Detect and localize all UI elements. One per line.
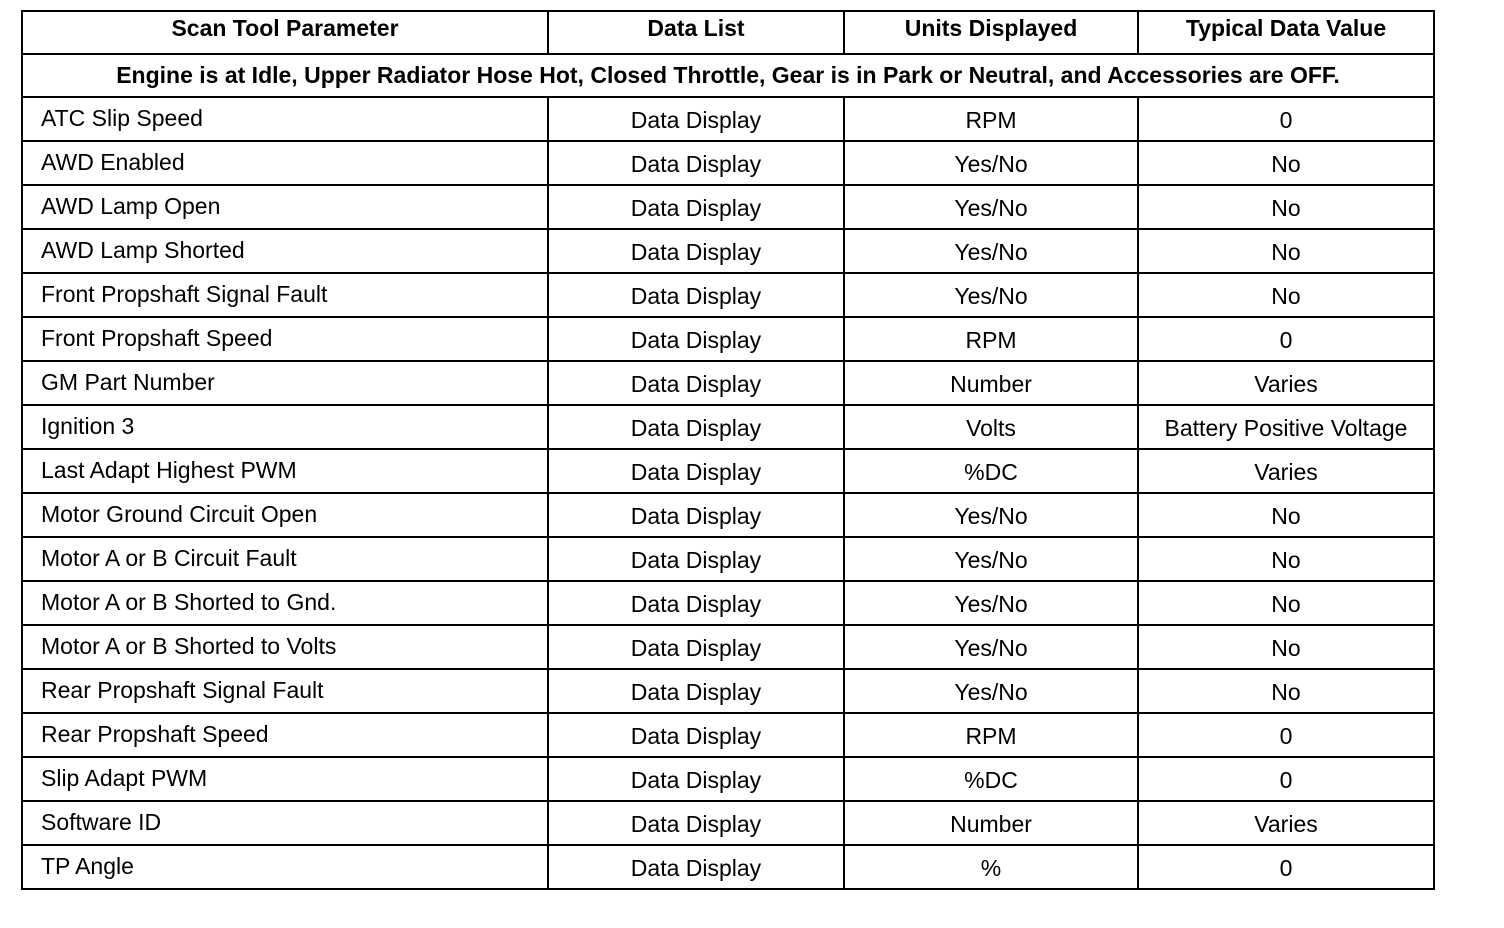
data-list-cell: Data Display (548, 185, 844, 229)
parameter-cell: Slip Adapt PWM (22, 757, 548, 801)
data-list-cell: Data Display (548, 405, 844, 449)
data-list-cell: Data Display (548, 669, 844, 713)
data-list-cell: Data Display (548, 713, 844, 757)
table-row (22, 713, 1434, 757)
table-row (22, 845, 1434, 889)
table-row (22, 273, 1434, 317)
units-cell: Yes/No (844, 493, 1138, 537)
units-cell: Yes/No (844, 273, 1138, 317)
units-cell: RPM (844, 713, 1138, 757)
units-cell: Yes/No (844, 669, 1138, 713)
data-list-cell: Data Display (548, 273, 844, 317)
condition-row (22, 54, 1434, 97)
parameter-cell: ATC Slip Speed (22, 97, 548, 141)
typical-value-cell: 0 (1138, 713, 1434, 757)
data-list-cell: Data Display (548, 141, 844, 185)
units-cell: RPM (844, 317, 1138, 361)
parameter-cell: AWD Lamp Open (22, 185, 548, 229)
parameter-cell: Front Propshaft Signal Fault (22, 273, 548, 317)
header-scan-tool-parameter: Scan Tool Parameter (22, 11, 548, 54)
typical-value-cell: No (1138, 273, 1434, 317)
units-cell: Volts (844, 405, 1138, 449)
typical-value-cell: No (1138, 625, 1434, 669)
data-list-cell: Data Display (548, 97, 844, 141)
parameter-cell: Motor Ground Circuit Open (22, 493, 548, 537)
header-typical-data-value: Typical Data Value (1138, 11, 1434, 54)
condition-note: Engine is at Idle, Upper Radiator Hose Hot, Closed Throttle, Gear is in Park or Neutral, and Accessories are OFF. (22, 54, 1434, 97)
table-row (22, 229, 1434, 273)
table-row (22, 493, 1434, 537)
data-list-cell: Data Display (548, 801, 844, 845)
parameter-cell: Front Propshaft Speed (22, 317, 548, 361)
data-list-cell: Data Display (548, 845, 844, 889)
parameter-cell: TP Angle (22, 845, 548, 889)
units-cell: Yes/No (844, 141, 1138, 185)
table-row (22, 625, 1434, 669)
table-row (22, 581, 1434, 625)
table-row (22, 757, 1434, 801)
table-row (22, 801, 1434, 845)
table-row (22, 361, 1434, 405)
header-row (22, 11, 1434, 54)
table-row (22, 317, 1434, 361)
typical-value-cell: No (1138, 185, 1434, 229)
table-row (22, 185, 1434, 229)
header-data-list: Data List (548, 11, 844, 54)
typical-value-cell: No (1138, 669, 1434, 713)
data-list-cell: Data Display (548, 537, 844, 581)
typical-value-cell: 0 (1138, 97, 1434, 141)
table-row (22, 97, 1434, 141)
parameter-cell: Last Adapt Highest PWM (22, 449, 548, 493)
table-row (22, 405, 1434, 449)
parameter-cell: Motor A or B Shorted to Volts (22, 625, 548, 669)
typical-value-cell: Varies (1138, 801, 1434, 845)
units-cell: %DC (844, 449, 1138, 493)
units-cell: Yes/No (844, 185, 1138, 229)
table-row (22, 141, 1434, 185)
data-list-cell: Data Display (548, 229, 844, 273)
typical-value-cell: Varies (1138, 449, 1434, 493)
data-list-cell: Data Display (548, 361, 844, 405)
header-units-displayed: Units Displayed (844, 11, 1138, 54)
data-list-cell: Data Display (548, 449, 844, 493)
parameter-cell: Rear Propshaft Signal Fault (22, 669, 548, 713)
units-cell: RPM (844, 97, 1138, 141)
table-row (22, 537, 1434, 581)
typical-value-cell: No (1138, 229, 1434, 273)
units-cell: Yes/No (844, 537, 1138, 581)
units-cell: Number (844, 801, 1138, 845)
parameter-cell: Motor A or B Circuit Fault (22, 537, 548, 581)
parameter-cell: Rear Propshaft Speed (22, 713, 548, 757)
parameter-cell: AWD Enabled (22, 141, 548, 185)
units-cell: Yes/No (844, 581, 1138, 625)
typical-value-cell: 0 (1138, 757, 1434, 801)
typical-value-cell: Battery Positive Voltage (1138, 405, 1434, 449)
data-list-cell: Data Display (548, 625, 844, 669)
units-cell: % (844, 845, 1138, 889)
parameter-cell: Motor A or B Shorted to Gnd. (22, 581, 548, 625)
table-body (22, 54, 1434, 889)
typical-value-cell: No (1138, 581, 1434, 625)
units-cell: Number (844, 361, 1138, 405)
data-list-cell: Data Display (548, 757, 844, 801)
units-cell: %DC (844, 757, 1138, 801)
parameter-cell: AWD Lamp Shorted (22, 229, 548, 273)
data-list-cell: Data Display (548, 317, 844, 361)
table-row (22, 669, 1434, 713)
data-list-cell: Data Display (548, 581, 844, 625)
scan-tool-data-table (21, 10, 1435, 890)
parameter-cell: GM Part Number (22, 361, 548, 405)
typical-value-cell: No (1138, 141, 1434, 185)
typical-value-cell: Varies (1138, 361, 1434, 405)
typical-value-cell: 0 (1138, 317, 1434, 361)
typical-value-cell: 0 (1138, 845, 1434, 889)
parameter-cell: Ignition 3 (22, 405, 548, 449)
typical-value-cell: No (1138, 537, 1434, 581)
units-cell: Yes/No (844, 625, 1138, 669)
data-list-cell: Data Display (548, 493, 844, 537)
parameter-cell: Software ID (22, 801, 548, 845)
units-cell: Yes/No (844, 229, 1138, 273)
table-row (22, 449, 1434, 493)
typical-value-cell: No (1138, 493, 1434, 537)
